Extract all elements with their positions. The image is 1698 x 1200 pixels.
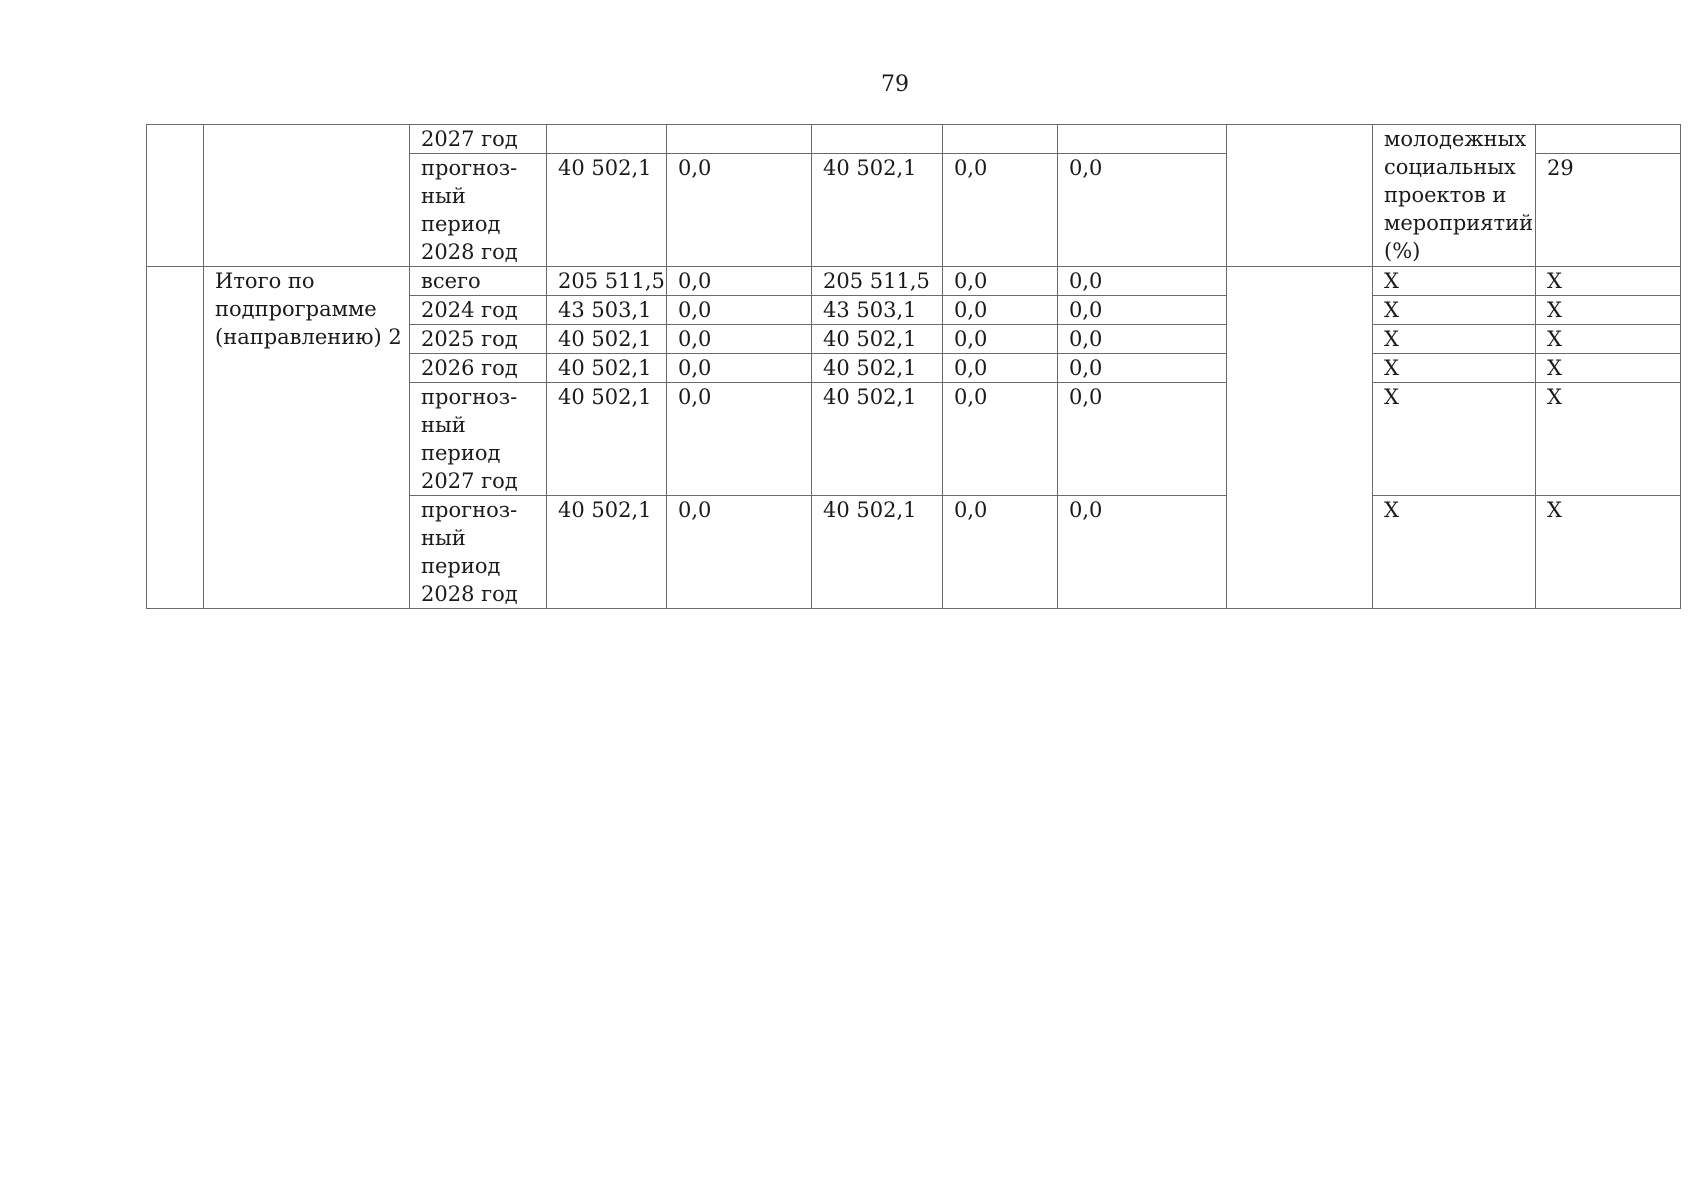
page-number: 79 [881, 72, 909, 97]
federal-value-cell: 0,0 [667, 296, 812, 325]
regional-value-cell: 43 503,1 [812, 296, 943, 325]
regional-value-cell: 40 502,1 [812, 354, 943, 383]
indicator-mark-cell: X [1373, 496, 1536, 609]
period-cell: прогноз- ный период 2027 год [410, 383, 547, 496]
other-value-cell: 0,0 [1058, 354, 1227, 383]
table-row [147, 125, 1681, 154]
regional-value-cell: 40 502,1 [812, 383, 943, 496]
period-cell: прогноз- ный период 2028 год [410, 154, 547, 267]
local-value-cell: 0,0 [943, 325, 1058, 354]
value-cell [547, 125, 667, 154]
regional-value-cell: 40 502,1 [812, 325, 943, 354]
federal-value-cell: 0,0 [667, 496, 812, 609]
local-value-cell: 0,0 [943, 354, 1058, 383]
total-value-cell: 40 502,1 [547, 496, 667, 609]
local-value-cell: 0,0 [943, 267, 1058, 296]
value-cell [943, 125, 1058, 154]
period-cell: прогноз- ный период 2028 год [410, 496, 547, 609]
financing-table [146, 124, 1681, 609]
other-value-cell: 0,0 [1058, 325, 1227, 354]
period-cell: всего [410, 267, 547, 296]
indicator-value-cell [1536, 125, 1681, 154]
other-value-cell: 0,0 [1058, 383, 1227, 496]
total-value-cell: 40 502,1 [547, 325, 667, 354]
local-value-cell: 0,0 [943, 296, 1058, 325]
value-cell [812, 125, 943, 154]
total-value-cell: 43 503,1 [547, 296, 667, 325]
total-value-cell: 40 502,1 [547, 354, 667, 383]
federal-value-cell: 0,0 [667, 354, 812, 383]
number-cell [147, 125, 204, 267]
total-value-cell: 40 502,1 [547, 383, 667, 496]
federal-value-cell: 0,0 [667, 267, 812, 296]
indicator-mark-cell: X [1536, 383, 1681, 496]
period-cell: 2025 год [410, 325, 547, 354]
subtotal-title-cell: Итого по подпрограмме (направлению) 2 [204, 267, 410, 609]
period-cell: 2027 год [410, 125, 547, 154]
federal-value-cell: 0,0 [667, 325, 812, 354]
value-cell [667, 125, 812, 154]
indicator-mark-cell: X [1373, 354, 1536, 383]
indicator-value-cell: 29 [1536, 154, 1681, 267]
other-value-cell: 0,0 [1058, 154, 1227, 267]
executor-cell [1227, 125, 1373, 267]
indicator-mark-cell: X [1373, 383, 1536, 496]
number-cell [147, 267, 204, 609]
indicator-mark-cell: X [1536, 325, 1681, 354]
regional-value-cell: 40 502,1 [812, 496, 943, 609]
federal-value-cell: 0,0 [667, 383, 812, 496]
indicator-name-line: (%) [1384, 239, 1421, 263]
indicator-name-cell [1373, 125, 1536, 267]
indicator-mark-cell: X [1373, 267, 1536, 296]
indicator-name-line: социальных [1384, 155, 1516, 179]
regional-value-cell: 40 502,1 [812, 154, 943, 267]
period-cell: 2026 год [410, 354, 547, 383]
federal-value-cell: 0,0 [667, 154, 812, 267]
executor-cell [1227, 267, 1373, 609]
local-value-cell: 0,0 [943, 496, 1058, 609]
other-value-cell: 0,0 [1058, 267, 1227, 296]
regional-value-cell: 205 511,5 [812, 267, 943, 296]
other-value-cell: 0,0 [1058, 296, 1227, 325]
value-cell [1058, 125, 1227, 154]
total-value-cell: 205 511,5 [547, 267, 667, 296]
total-value-cell: 40 502,1 [547, 154, 667, 267]
indicator-mark-cell: X [1373, 296, 1536, 325]
indicator-name-line: мероприятий [1384, 211, 1534, 235]
indicator-mark-cell: X [1373, 325, 1536, 354]
period-cell: 2024 год [410, 296, 547, 325]
indicator-mark-cell: X [1536, 354, 1681, 383]
indicator-name-line: молодежных [1384, 127, 1527, 151]
local-value-cell: 0,0 [943, 383, 1058, 496]
other-value-cell: 0,0 [1058, 496, 1227, 609]
name-cell [204, 125, 410, 267]
local-value-cell: 0,0 [943, 154, 1058, 267]
indicator-mark-cell: X [1536, 267, 1681, 296]
table-row [147, 267, 1681, 296]
indicator-name-line: проектов и [1384, 183, 1507, 207]
indicator-mark-cell: X [1536, 296, 1681, 325]
indicator-mark-cell: X [1536, 496, 1681, 609]
